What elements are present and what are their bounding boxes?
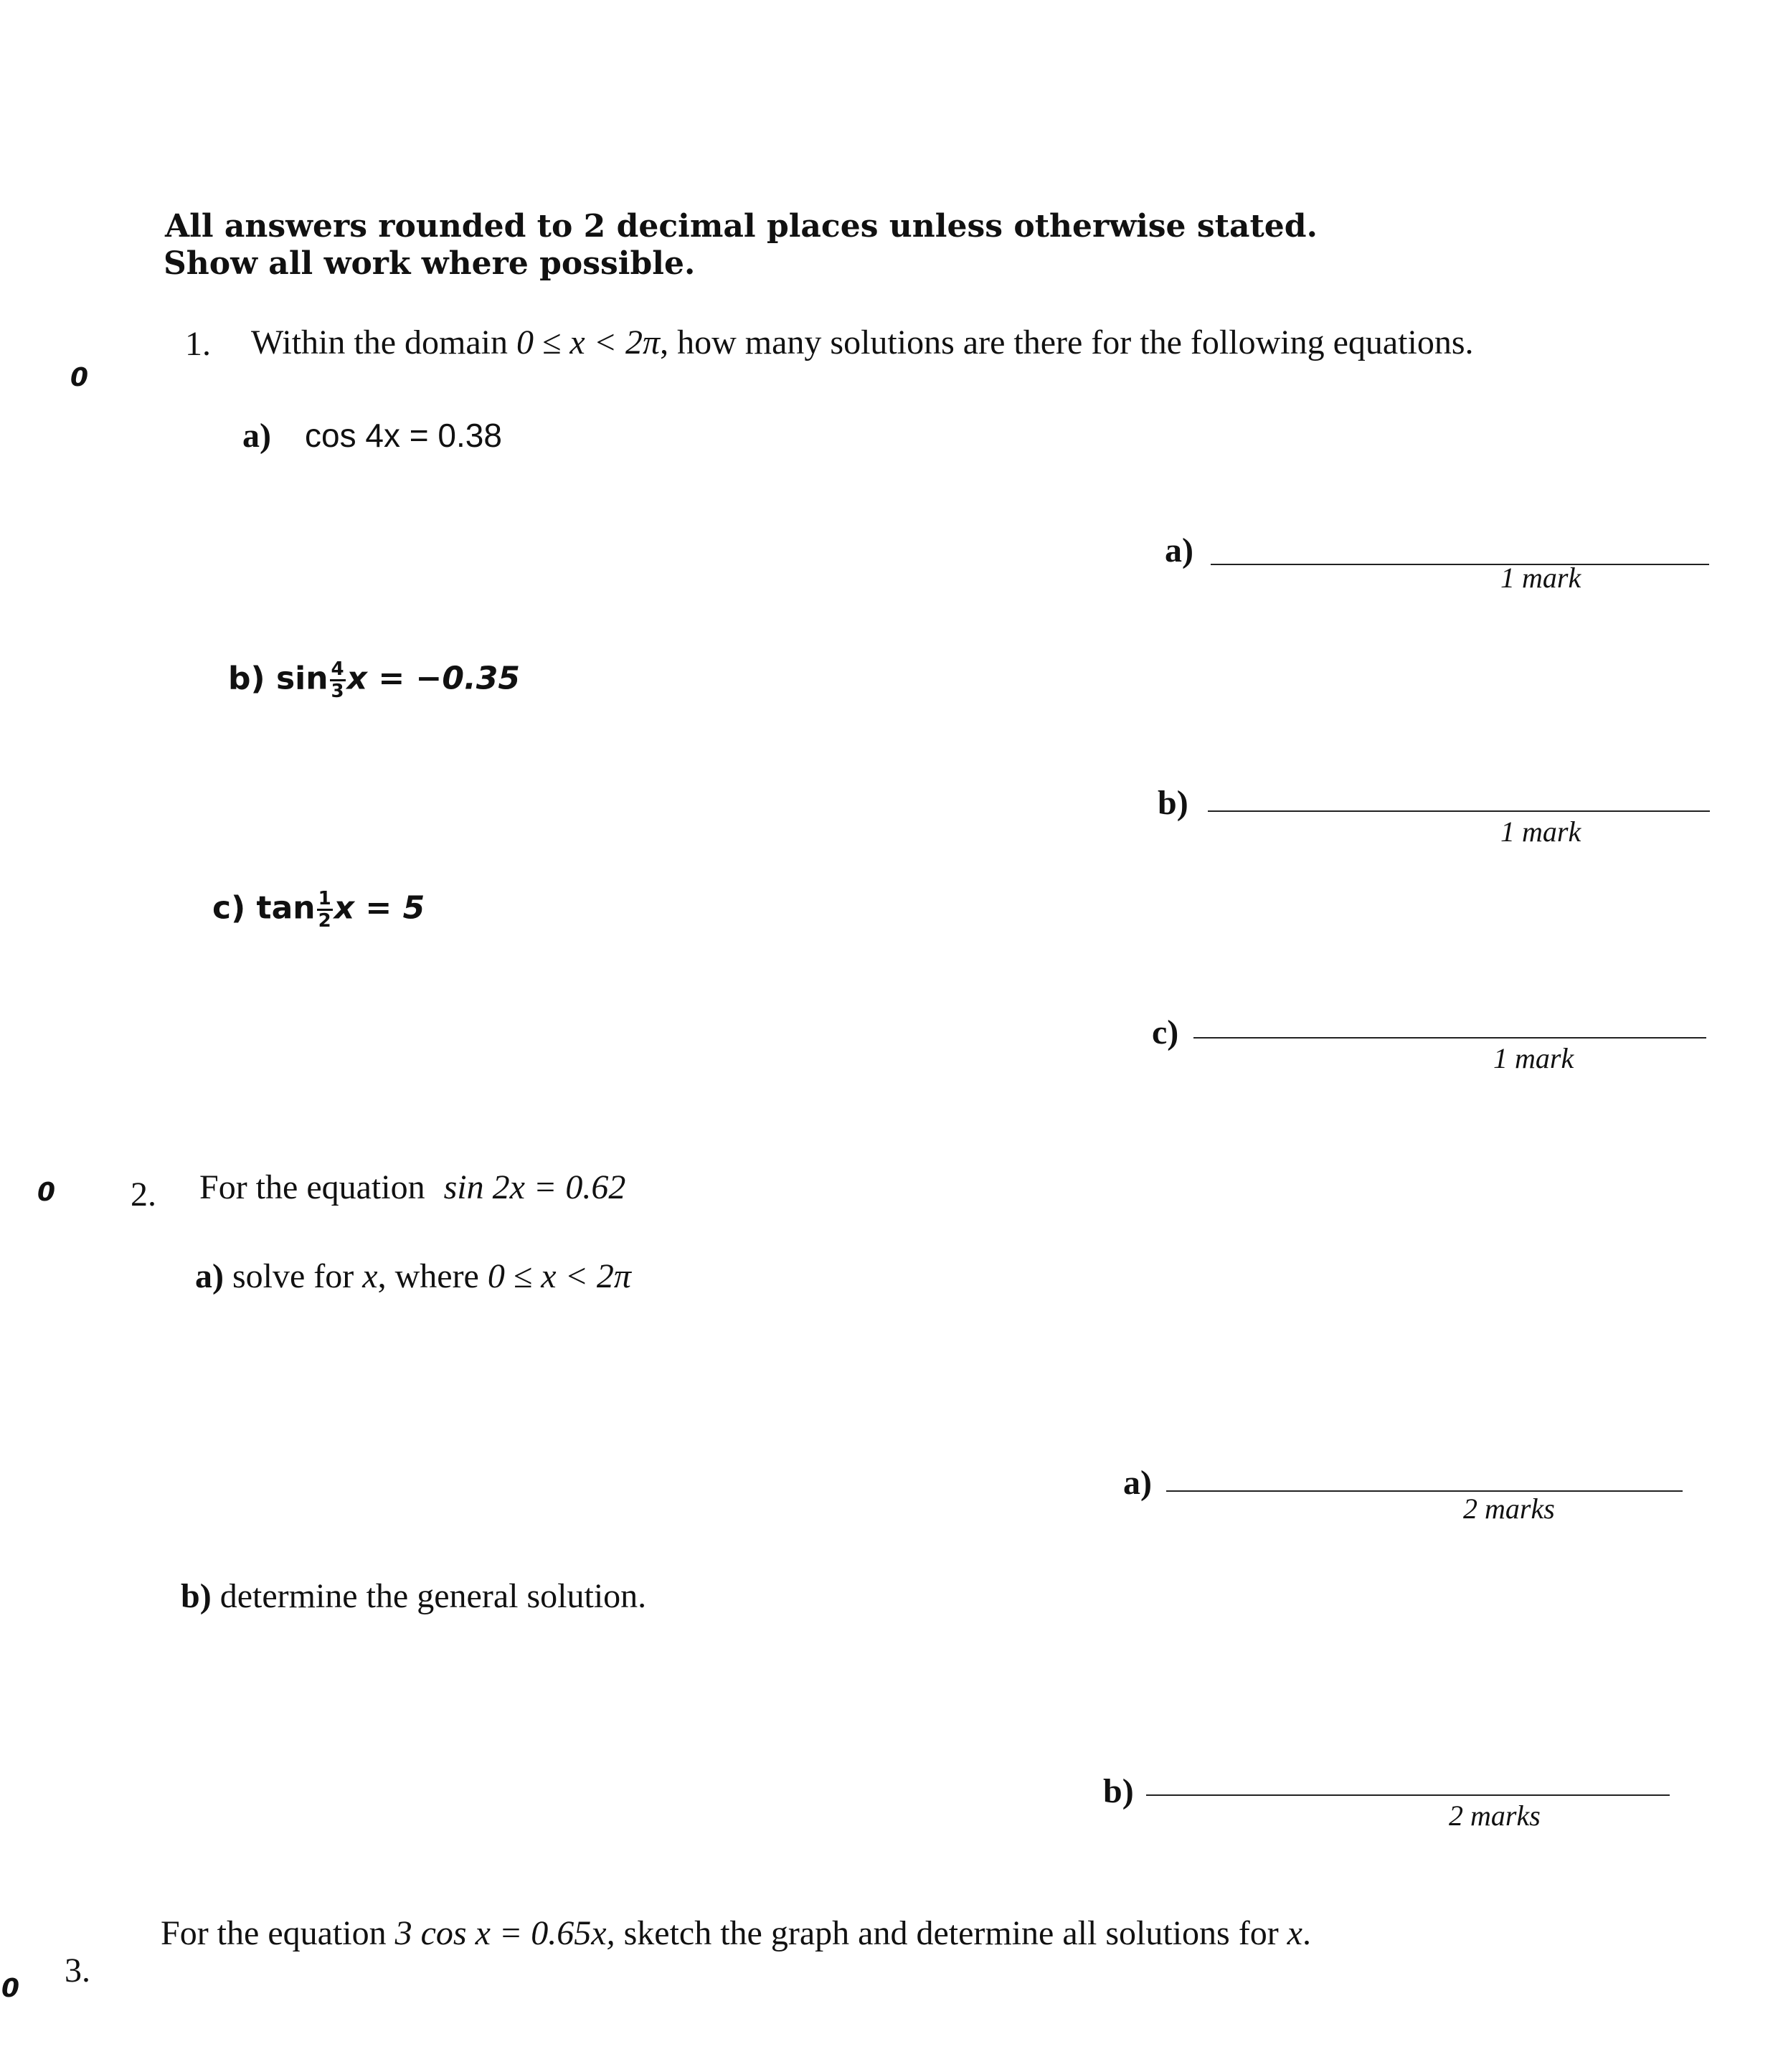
question-1-prompt-start: Within the domain [251, 323, 509, 361]
q1a-answer-label: a) [1165, 531, 1193, 569]
q2b-answer-label: b) [1103, 1772, 1134, 1810]
q1c-fraction [317, 889, 333, 930]
q2a-domain: 0 ≤ x < 2π [487, 1257, 631, 1295]
q1a-equation: cos 4x = 0.38 [305, 417, 502, 454]
q1b-label: b) [228, 660, 265, 697]
question-3-variable: x [1287, 1914, 1302, 1952]
q2a-text: solve for [232, 1257, 354, 1295]
instruction-show-work: Show all work where possible. [164, 245, 696, 282]
question-3-prompt [161, 1913, 1311, 1953]
q2a-answer-label: a) [1123, 1464, 1152, 1502]
q1b-answer-label: b) [1158, 784, 1188, 822]
q1c-fraction-denominator: 2 [318, 910, 331, 932]
question-3-equation: 3 cos x = 0.65x, [394, 1914, 615, 1952]
q1c-marks: 1 mark [1493, 1042, 1574, 1074]
q1b-function: sin [275, 660, 328, 697]
q1c-rest: x = 5 [334, 889, 425, 927]
question-3-number: 3. [65, 1952, 90, 1990]
instruction-rounding: All answers rounded to 2 decimal places unless otherwise stated. [165, 208, 1318, 245]
question-2-prompt [199, 1168, 625, 1207]
q1c-equation [212, 889, 425, 930]
margin-score-q1: 0 [70, 363, 89, 392]
q2b-answer-line[interactable] [1146, 1794, 1670, 1796]
q1b-equation [228, 660, 520, 701]
q1a-answer-line[interactable] [1211, 564, 1709, 565]
q1b-fraction-denominator: 3 [331, 681, 344, 702]
q2a-where: , where [377, 1257, 479, 1295]
question-1-domain: 0 ≤ x < 2π [516, 323, 661, 361]
question-3-end: . [1302, 1914, 1311, 1952]
question-2-equation: sin 2x = 0.62 [443, 1168, 626, 1206]
q2a-variable: x [362, 1257, 378, 1295]
q2a-marks: 2 marks [1463, 1492, 1555, 1525]
q2b-label: b) [181, 1577, 212, 1615]
q1c-answer-label: c) [1152, 1013, 1179, 1051]
q2a-label: a) [195, 1257, 224, 1295]
question-2-number: 2. [131, 1175, 156, 1214]
q1b-fraction-numerator: 4 [331, 658, 344, 680]
q1c-label: c) [212, 889, 246, 927]
q2b-marks: 2 marks [1449, 1799, 1541, 1832]
q2a-prompt [195, 1257, 631, 1296]
q2b-prompt [181, 1576, 646, 1616]
question-1-prompt [251, 323, 1474, 362]
q1b-marks: 1 mark [1500, 815, 1581, 848]
q1a-marks: 1 mark [1500, 562, 1581, 594]
q1b-fraction [330, 660, 346, 701]
q2a-answer-line[interactable] [1166, 1490, 1683, 1492]
question-2-prompt-text: For the equation [199, 1168, 425, 1206]
question-3-prompt-text: For the equation [161, 1914, 387, 1952]
q1c-function: tan [256, 889, 316, 927]
q2b-text: determine the general solution. [219, 1577, 647, 1615]
q1c-answer-line[interactable] [1193, 1037, 1706, 1039]
question-1-prompt-end: , how many solutions are there for the following equations. [660, 323, 1474, 361]
q1b-rest: x = −0.35 [346, 660, 520, 697]
margin-score-q2: 0 [37, 1178, 56, 1207]
q1a-label: a) [242, 417, 271, 455]
margin-score-q3: 0 [1, 1974, 20, 2003]
question-3-rest: sketch the graph and determine all solutions for [623, 1914, 1279, 1952]
q1c-fraction-numerator: 1 [318, 888, 331, 909]
question-1-number: 1. [185, 325, 211, 363]
q1b-answer-line[interactable] [1208, 810, 1710, 812]
